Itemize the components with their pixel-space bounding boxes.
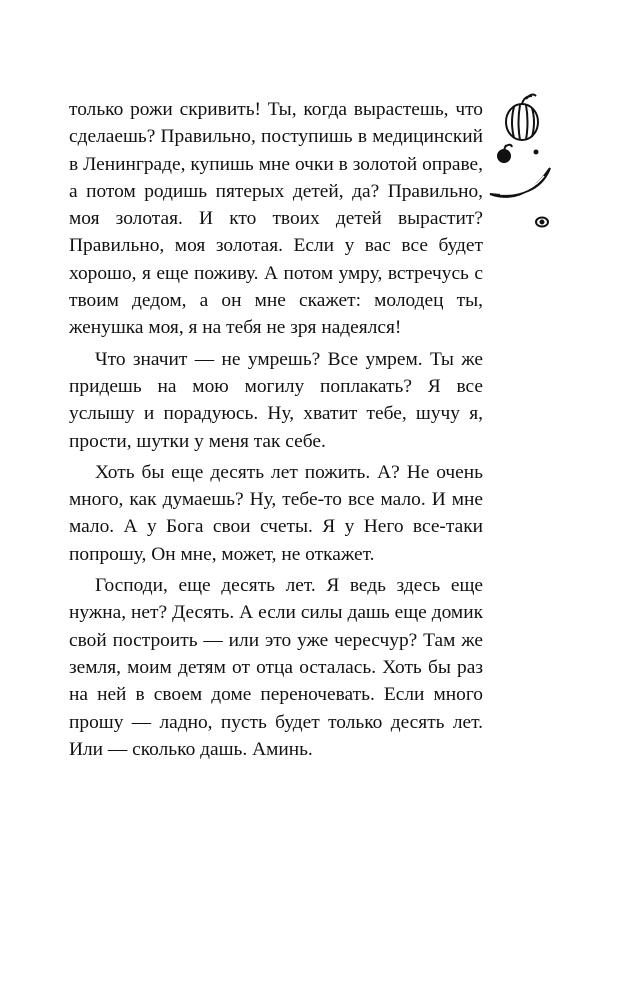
watermelon-icon — [506, 95, 538, 140]
apple-icon — [498, 145, 512, 162]
seed-icon — [536, 218, 548, 227]
paragraph-1: только рожи скривить! Ты, когда вырастешь, что сделаешь? Правильно, поступишь в медицинский в Ленинграде, купишь мне очки в золотой оправе, а потом родишь пятерых детей, да? Правильно, моя золотая. И кто твоих детей вырастит? Правильно, моя золотая. Если у вас все будет хорошо, я еще поживу. А потом умру, встречусь с твоим дедом, а он мне скажет: молодец ты, женушка моя, я на тебя не зря надеялся! — [69, 99, 483, 339]
paragraph-3: Хоть бы еще десять лет пожить. А? Не очень много, как думаешь? Ну, тебе-то все мало. И мне мало. А у Бога свои счеты. Я у Него все-таки попрошу, Он мне, может, не откажет. — [69, 461, 483, 565]
paragraph-4: Господи, еще десять лет. Я ведь здесь еще нужна, нет? Десять. А если силы дашь еще домик свой построить — или это уже чересчур? Там же земля, моим детям от отца осталась. Хоть бы раз на ней в своем доме переночевать. Если много прошу — ладно, пусть будет только десять лет. Или — сколько дашь. Аминь. — [69, 575, 483, 760]
page-text — [69, 96, 483, 767]
margin-doodles — [486, 82, 566, 242]
paragraph-2: Что значит — не умрешь? Все умрем. Ты же придешь на мою могилу поплакать? Я все услышу и порадуюсь. Ну, хватит тебе, шучу я, прости, шутки у меня так себе. — [69, 348, 483, 452]
dot-icon — [534, 150, 539, 155]
melon-slice-icon — [490, 168, 550, 197]
